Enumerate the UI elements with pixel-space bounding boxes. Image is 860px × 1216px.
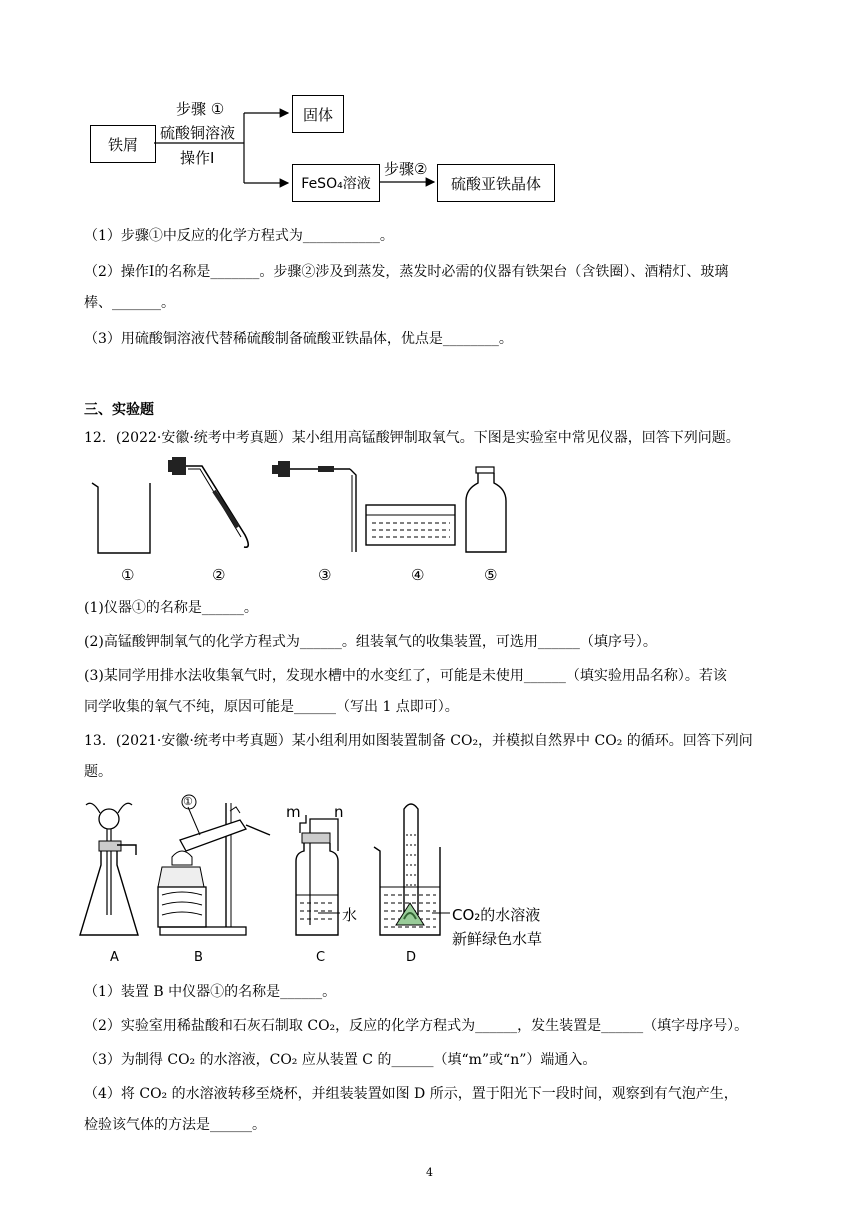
q11-part2-line1: （2）操作I的名称是_______。步骤②涉及到蒸发，蒸发时必需的仪器有铁架台（含铁圈）、酒精灯、玻璃 (84, 264, 729, 280)
flow-solution-label: FeSO₄溶液 (301, 176, 371, 192)
q12-label-5: ⑤ (484, 566, 498, 584)
q13-label-plant: 新鲜绿色水草 (452, 930, 543, 948)
q12-label-3: ③ (318, 566, 332, 584)
bent-tube-icon (168, 457, 248, 547)
page-number: 4 (426, 1166, 433, 1179)
q13-part1: （1）装置 B 中仪器①的名称是______。 (84, 984, 337, 1000)
delivery-tube-icon (272, 461, 356, 552)
q13-part2: （2）实验室用稀盐酸和石灰石制取 CO₂，反应的化学方程式为______，发生装置是______（填字母序号）。 (84, 1018, 749, 1034)
q13-stem-line1: 13．(2021·安徽·统考中考真题）某小组利用如图装置制备 CO₂，并模拟自然界中 CO₂ 的循环。回答下列问 (84, 733, 753, 749)
q13-label-water: 水 (342, 906, 358, 924)
section-heading: 三、实验题 (84, 402, 154, 418)
flow-operation-label: 操作I (180, 149, 215, 167)
water-trough-icon (366, 505, 455, 545)
q12-part1: (1)仪器①的名称是______。 (84, 600, 258, 616)
gas-jar-icon (466, 467, 506, 552)
q12-stem: 12．(2022·安徽·统考中考真题）某小组用高锰酸钾制取氧气。下图是实验室中常见仪器，回答下列问题。 (84, 430, 740, 446)
plant-beaker-icon (374, 804, 450, 935)
q11-part1: （1）步骤①中反应的化学方程式为___________。 (84, 228, 394, 244)
q11-part3: （3）用硫酸铜溶液代替稀硫酸制备硫酸亚铁晶体，优点是________。 (84, 331, 513, 347)
q13-label-D: D (406, 950, 417, 965)
q12-label-1: ① (121, 566, 135, 584)
flow-box-solution (292, 164, 380, 202)
q13-part4-line2: 检验该气体的方法是______。 (84, 1117, 266, 1133)
conical-flask-icon (80, 803, 138, 935)
q11-part2-line2: 棒、_______。 (84, 295, 175, 311)
flow-reagent-label: 硫酸铜溶液 (160, 124, 236, 142)
q12-part3-line2: 同学收集的氧气不纯，原因可能是______（写出 1 点即可）。 (84, 699, 459, 715)
flow-solid-label: 固体 (302, 105, 333, 124)
flow-start-label: 铁屑 (107, 135, 138, 154)
gas-washing-bottle-icon (296, 815, 340, 935)
q12-part3-line1: (3)某同学用排水法收集氧气时，发现水槽中的水变红了，可能是未使用______（填实验用品名称）。若该 (84, 668, 727, 684)
q13-marker-1: ① (183, 795, 193, 808)
q13-label-B: B (194, 950, 203, 965)
q13-stem-line2: 题。 (84, 764, 112, 780)
heating-apparatus-icon (158, 803, 270, 935)
q13-label-m: m (286, 803, 301, 821)
q13-label-A: A (110, 950, 119, 965)
q12-label-2: ② (212, 566, 226, 584)
q13-apparatus-figure (0, 795, 860, 950)
beaker-icon (92, 483, 150, 553)
q12-instruments-figure (0, 455, 860, 565)
flow-box-solid (292, 95, 344, 133)
q12-label-4: ④ (411, 566, 425, 584)
flow-final-label: 硫酸亚铁晶体 (450, 174, 541, 193)
flow-step2-label: 步骤② (384, 160, 428, 178)
flow-box-final (437, 164, 555, 202)
q13-label-n: n (334, 803, 344, 821)
q13-part3: （3）为制得 CO₂ 的水溶液，CO₂ 应从装置 C 的______（填“m”或“n”）端通入。 (84, 1052, 597, 1068)
flowchart-arrows (0, 0, 860, 220)
q13-part4-line1: （4）将 CO₂ 的水溶液转移至烧杯，并组装装置如图 D 所示，置于阳光下一段时间，观察到有气泡产生， (84, 1086, 738, 1102)
q12-part2: (2)高锰酸钾制氧气的化学方程式为______。组装氧气的收集装置，可选用______（填序号）。 (84, 634, 657, 650)
flow-step1-label: 步骤 ① (176, 100, 225, 118)
q13-label-C: C (316, 950, 326, 965)
q13-label-co2-solution: CO₂的水溶液 (452, 906, 541, 924)
